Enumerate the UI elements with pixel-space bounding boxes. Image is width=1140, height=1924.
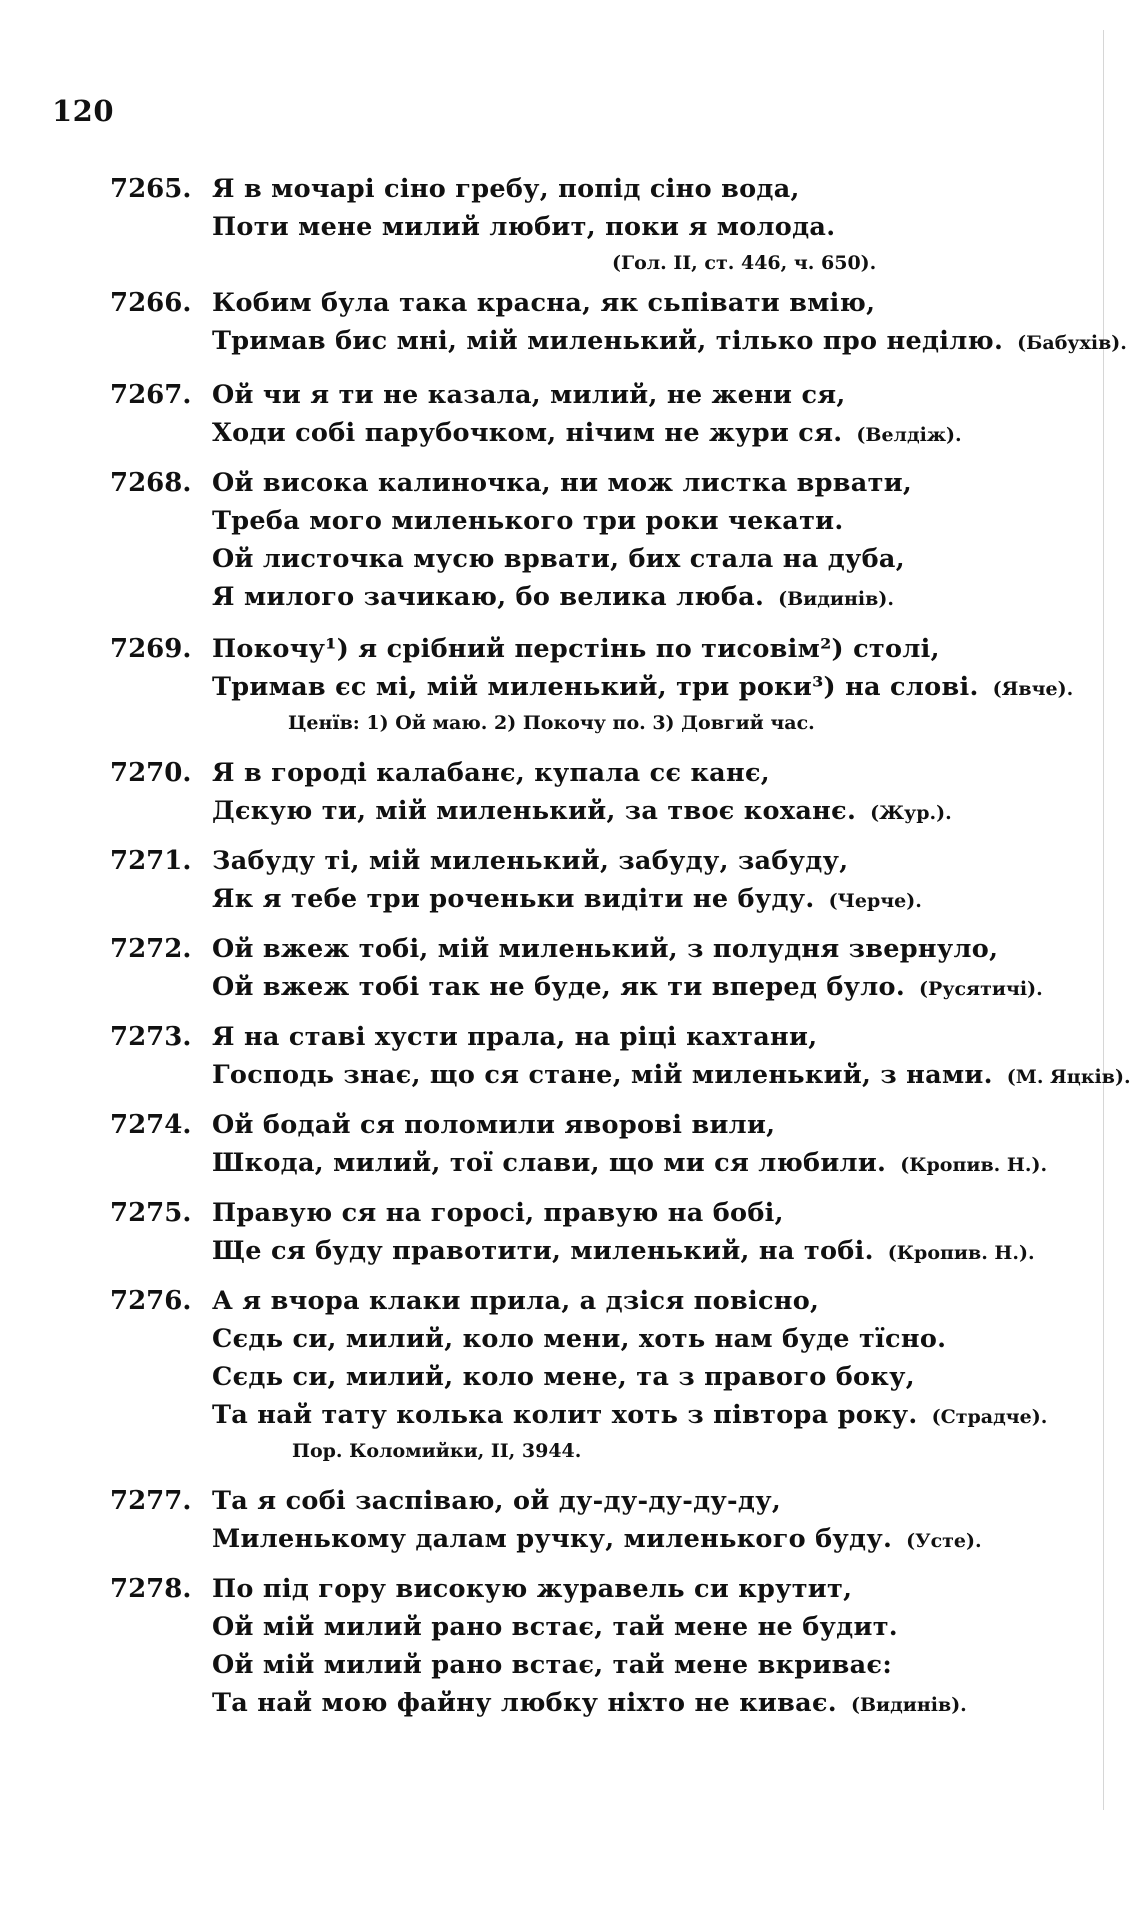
verse-line: Ой бодай ся поломили яворові вили, [212,1110,776,1140]
verse-line: Ще ся буду правотити, миленький, на тобі. (Кропив. Н.). [212,1236,1035,1266]
source-village: (Русятичі). [919,978,1043,1000]
entry-number: 7266. [110,288,192,318]
entry-number: 7268. [110,468,192,498]
verse-line: Я милого зачикаю, бо велика люба. (Видинів). [212,582,894,612]
source-village: (Кропив. Н.). [900,1154,1048,1176]
verse-line: Та най мою файну любку ніхто не киває. (Видинів). [212,1688,967,1718]
page-edge-line [1103,30,1104,1810]
source-village: (Жур.). [870,802,952,824]
source-note: (Гол. II, ст. 446, ч. 650). [612,252,877,274]
verse-line: Ой вжеж тобі так не буде, як ти вперед було. (Русятичі). [212,972,1043,1002]
entry-number: 7273. [110,1022,192,1052]
verse-line: Поти мене милий любит, поки я молода. [212,212,836,242]
entry-number: 7269. [110,634,192,664]
verse-line: Ой листочка мусю врвати, бих стала на дуба, [212,544,905,574]
entry-number: 7272. [110,934,192,964]
variants-note: Ценїв: 1) Ой маю. 2) Покочу по. 3) Довгий час. [288,712,815,734]
verse-line: Дєкую ти, мій миленький, за твоє коханє. (Жур.). [212,796,952,826]
verse-line: Ходи собі парубочком, нічим не жури ся. (Велдіж). [212,418,962,448]
verse-line: Правую ся на горосі, правую на бобі, [212,1198,784,1228]
entry-number: 7265. [110,174,192,204]
verse-line: Шкода, милий, тої слави, що ми ся любили. (Кропив. Н.). [212,1148,1048,1178]
source-village: (Велдіж). [856,424,962,446]
entry-number: 7267. [110,380,192,410]
source-village: (Черче). [828,890,922,912]
entry-number: 7277. [110,1486,192,1516]
entry-number: 7275. [110,1198,192,1228]
verse-line: Ой чи я ти не казала, милий, не жени ся, [212,380,846,410]
verse-line: Та я собі заспіваю, ой ду-ду-ду-ду-ду, [212,1486,782,1516]
verse-line: Ой мій милий рано встає, тай мене не будит. [212,1612,898,1642]
entry-number: 7276. [110,1286,192,1316]
verse-line: Сєдь си, милий, коло мене, та з правого боку, [212,1362,915,1392]
verse-line: Я в городі калабанє, купала сє канє, [212,758,770,788]
entry-number: 7274. [110,1110,192,1140]
source-village: (Страдче). [931,1406,1048,1428]
source-village: (Видинів). [850,1694,967,1716]
source-village: (Явче). [992,678,1074,700]
verse-line: Миленькому далам ручку, миленького буду. (Усте). [212,1524,982,1554]
verse-line: Тримав єс мі, мій миленький, три роки³) на слові. (Явче). [212,672,1074,702]
verse-line: Кобим була така красна, як сьпівати вмію, [212,288,876,318]
entry-number: 7271. [110,846,192,876]
verse-line: Ой висока калиночка, ни мож листка врвати, [212,468,913,498]
verse-line: Сєдь си, милий, коло мени, хоть нам буде тїсно. [212,1324,947,1354]
reference-note: Пор. Коломийки, II, 3944. [292,1440,582,1462]
verse-line: Я в мочарі сіно гребу, попід сіно вода, [212,174,800,204]
verse-line: Як я тебе три роченьки видіти не буду. (Черче). [212,884,922,914]
verse-line: Господь знає, що ся стане, мій миленький, з нами. (М. Яцків). [212,1060,1131,1090]
verse-line: Та най тату колька колит хоть з півтора року. (Страдче). [212,1400,1048,1430]
verse-line: Покочу¹) я срібний перстінь по тисовім²) столі, [212,634,940,664]
source-village: (М. Яцків). [1006,1066,1131,1088]
source-village: (Видинів). [778,588,894,610]
verse-line: Треба мого миленького три роки чекати. [212,506,844,536]
verse-line: А я вчора клаки прила, а дзіся повісно, [212,1286,820,1316]
verse-line: Тримав бис мні, мій миленький, тілько про неділю. (Бабухів). [212,326,1127,356]
entry-number: 7278. [110,1574,192,1604]
page-number: 120 [52,94,115,128]
verse-line: По під гору високую журавель си крутит, [212,1574,853,1604]
verse-line: Ой вжеж тобі, мій миленький, з полудня звернуло, [212,934,999,964]
source-village: (Бабухів). [1017,332,1127,354]
verse-line: Я на ставі хусти прала, на ріці кахтани, [212,1022,818,1052]
verse-line: Забуду ті, мій миленький, забуду, забуду, [212,846,849,876]
source-village: (Усте). [906,1530,982,1552]
verse-line: Ой мій милий рано встає, тай мене вкриває: [212,1650,893,1680]
entry-number: 7270. [110,758,192,788]
source-village: (Кропив. Н.). [887,1242,1035,1264]
